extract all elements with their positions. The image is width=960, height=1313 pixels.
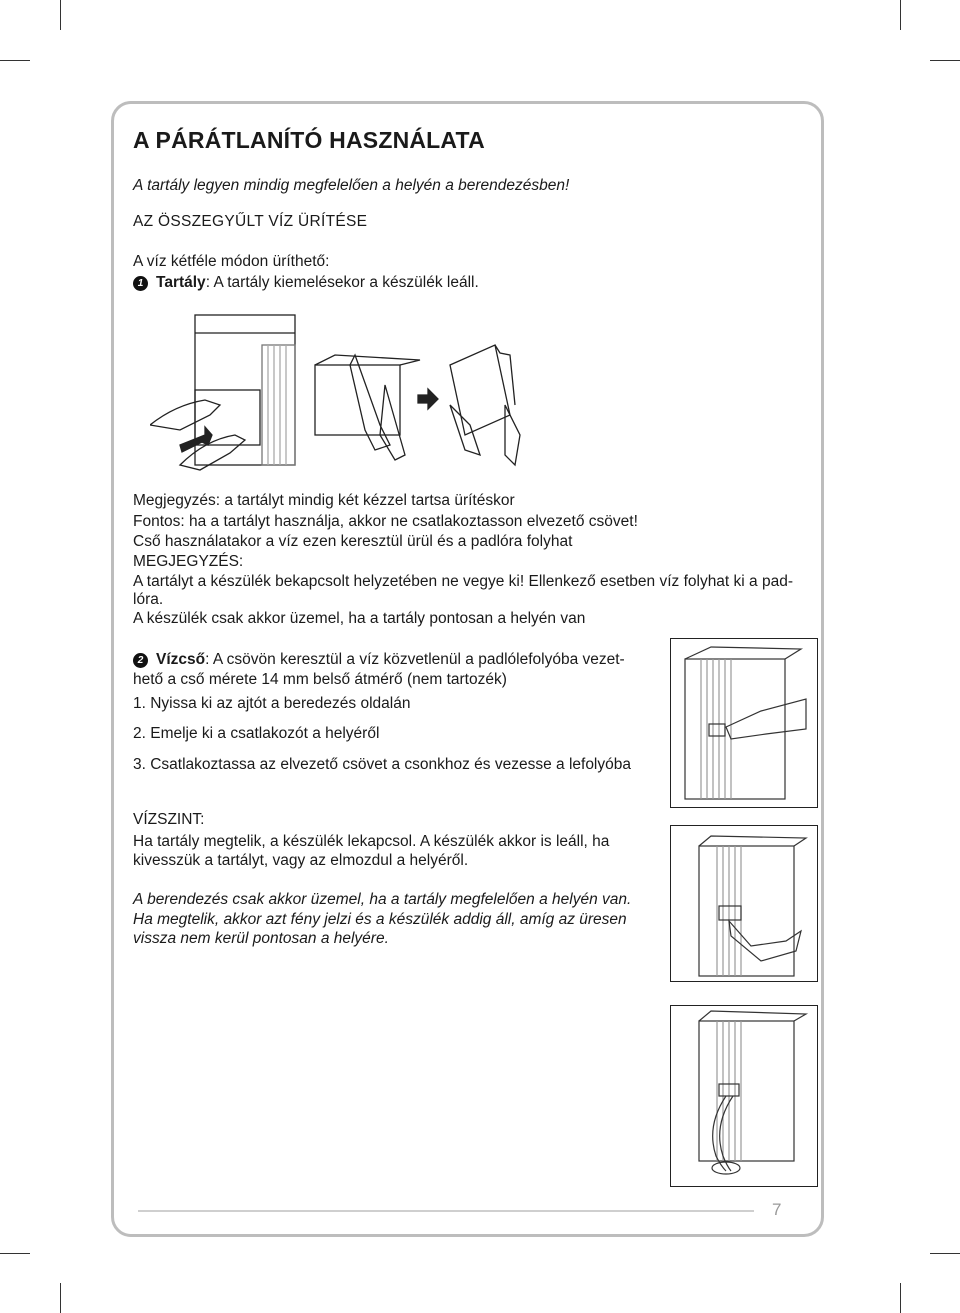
crop-mark xyxy=(0,60,30,61)
drain-intro: A víz kétféle módon üríthető: xyxy=(133,253,330,270)
hand xyxy=(380,385,405,460)
crop-mark xyxy=(930,1253,960,1254)
option-hose xyxy=(133,650,625,670)
option-hose-text: : A csövön keresztül a víz közvetlenül a padlólefolyóba vezet- xyxy=(205,651,625,668)
note-line: Megjegyzés: a tartályt mindig két kézzel tartsa ürítéskor xyxy=(133,492,515,509)
crop-mark xyxy=(60,1283,61,1313)
level-text: kivesszük a tartályt, vagy az elmozdul a helyéről. xyxy=(133,852,469,869)
option-hose-name: Vízcső xyxy=(156,651,206,668)
note-line: Cső használatakor a víz ezen keresztül ürül és a padlóra folyhat xyxy=(133,533,573,550)
option-hose-text-2: hető a cső mérete 14 mm belső átmérő (nem tartozék) xyxy=(133,671,507,688)
lift-connector-illustration xyxy=(670,825,818,982)
option-tank-name: Tartály xyxy=(156,274,206,291)
closing-note: Ha megtelik, akkor azt fény jelzi és a készülék addig áll, amíg az üresen xyxy=(133,911,627,928)
tank-removal-illustration xyxy=(150,305,530,475)
crop-mark xyxy=(900,0,901,30)
section-heading: AZ ÖSSZEGYŰLT VÍZ ÜRÍTÉSE xyxy=(133,213,368,230)
closing-note: A berendezés csak akkor üzemel, ha a tartály megfelelően a helyén van. xyxy=(133,891,632,908)
page-title: A PÁRÁTLANÍTÓ HASZNÁLATA xyxy=(133,127,485,153)
arrow-icon xyxy=(180,427,212,452)
water-tank xyxy=(450,345,510,435)
note-line: A tartályt a készülék bekapcsolt helyzetében ne vegye ki! Ellenkező esetben víz folyhat ki a pad- xyxy=(133,573,793,590)
connect-hose-illustration xyxy=(670,1005,818,1187)
step-2: 2. Emelje ki a csatlakozót a helyéről xyxy=(133,725,380,742)
hand xyxy=(726,699,806,739)
hose xyxy=(720,1096,733,1171)
arrow-icon xyxy=(418,389,438,409)
crop-mark xyxy=(900,1283,901,1313)
hand xyxy=(505,405,520,465)
crop-mark xyxy=(60,0,61,30)
number-badge: 2 xyxy=(133,653,148,668)
note-line: A készülék csak akkor üzemel, ha a tartály pontosan a helyén van xyxy=(133,610,586,627)
note-line: lóra. xyxy=(133,591,164,608)
footer-rule xyxy=(138,1210,754,1212)
hand xyxy=(729,921,801,961)
open-door-illustration xyxy=(670,638,818,808)
step-3: 3. Csatlakoztassa az elvezető csövet a csonkhoz és vezesse a lefolyóba xyxy=(133,756,631,773)
step-1: 1. Nyissa ki az ajtót a beredezés oldalán xyxy=(133,695,411,712)
crop-mark xyxy=(930,60,960,61)
intro-note: A tartály legyen mindig megfelelően a helyén a berendezésben! xyxy=(133,177,570,194)
note-line: MEGJEGYZÉS: xyxy=(133,553,244,570)
crop-mark xyxy=(0,1253,30,1254)
option-tank xyxy=(133,273,479,293)
page-number: 7 xyxy=(772,1200,782,1219)
level-text: Ha tartály megtelik, a készülék lekapcsol. A készülék akkor is leáll, ha xyxy=(133,833,610,850)
note-line: Fontos: ha a tartályt használja, akkor ne csatlakoztasson elvezető csövet! xyxy=(133,513,638,530)
option-tank-text: : A tartály kiemelésekor a készülék leáll. xyxy=(205,274,479,291)
hand xyxy=(150,400,220,430)
number-badge: 1 xyxy=(133,276,148,291)
level-heading: VÍZSZINT: xyxy=(133,811,205,828)
hand xyxy=(350,355,390,450)
closing-note: vissza nem kerül pontosan a helyére. xyxy=(133,930,389,947)
